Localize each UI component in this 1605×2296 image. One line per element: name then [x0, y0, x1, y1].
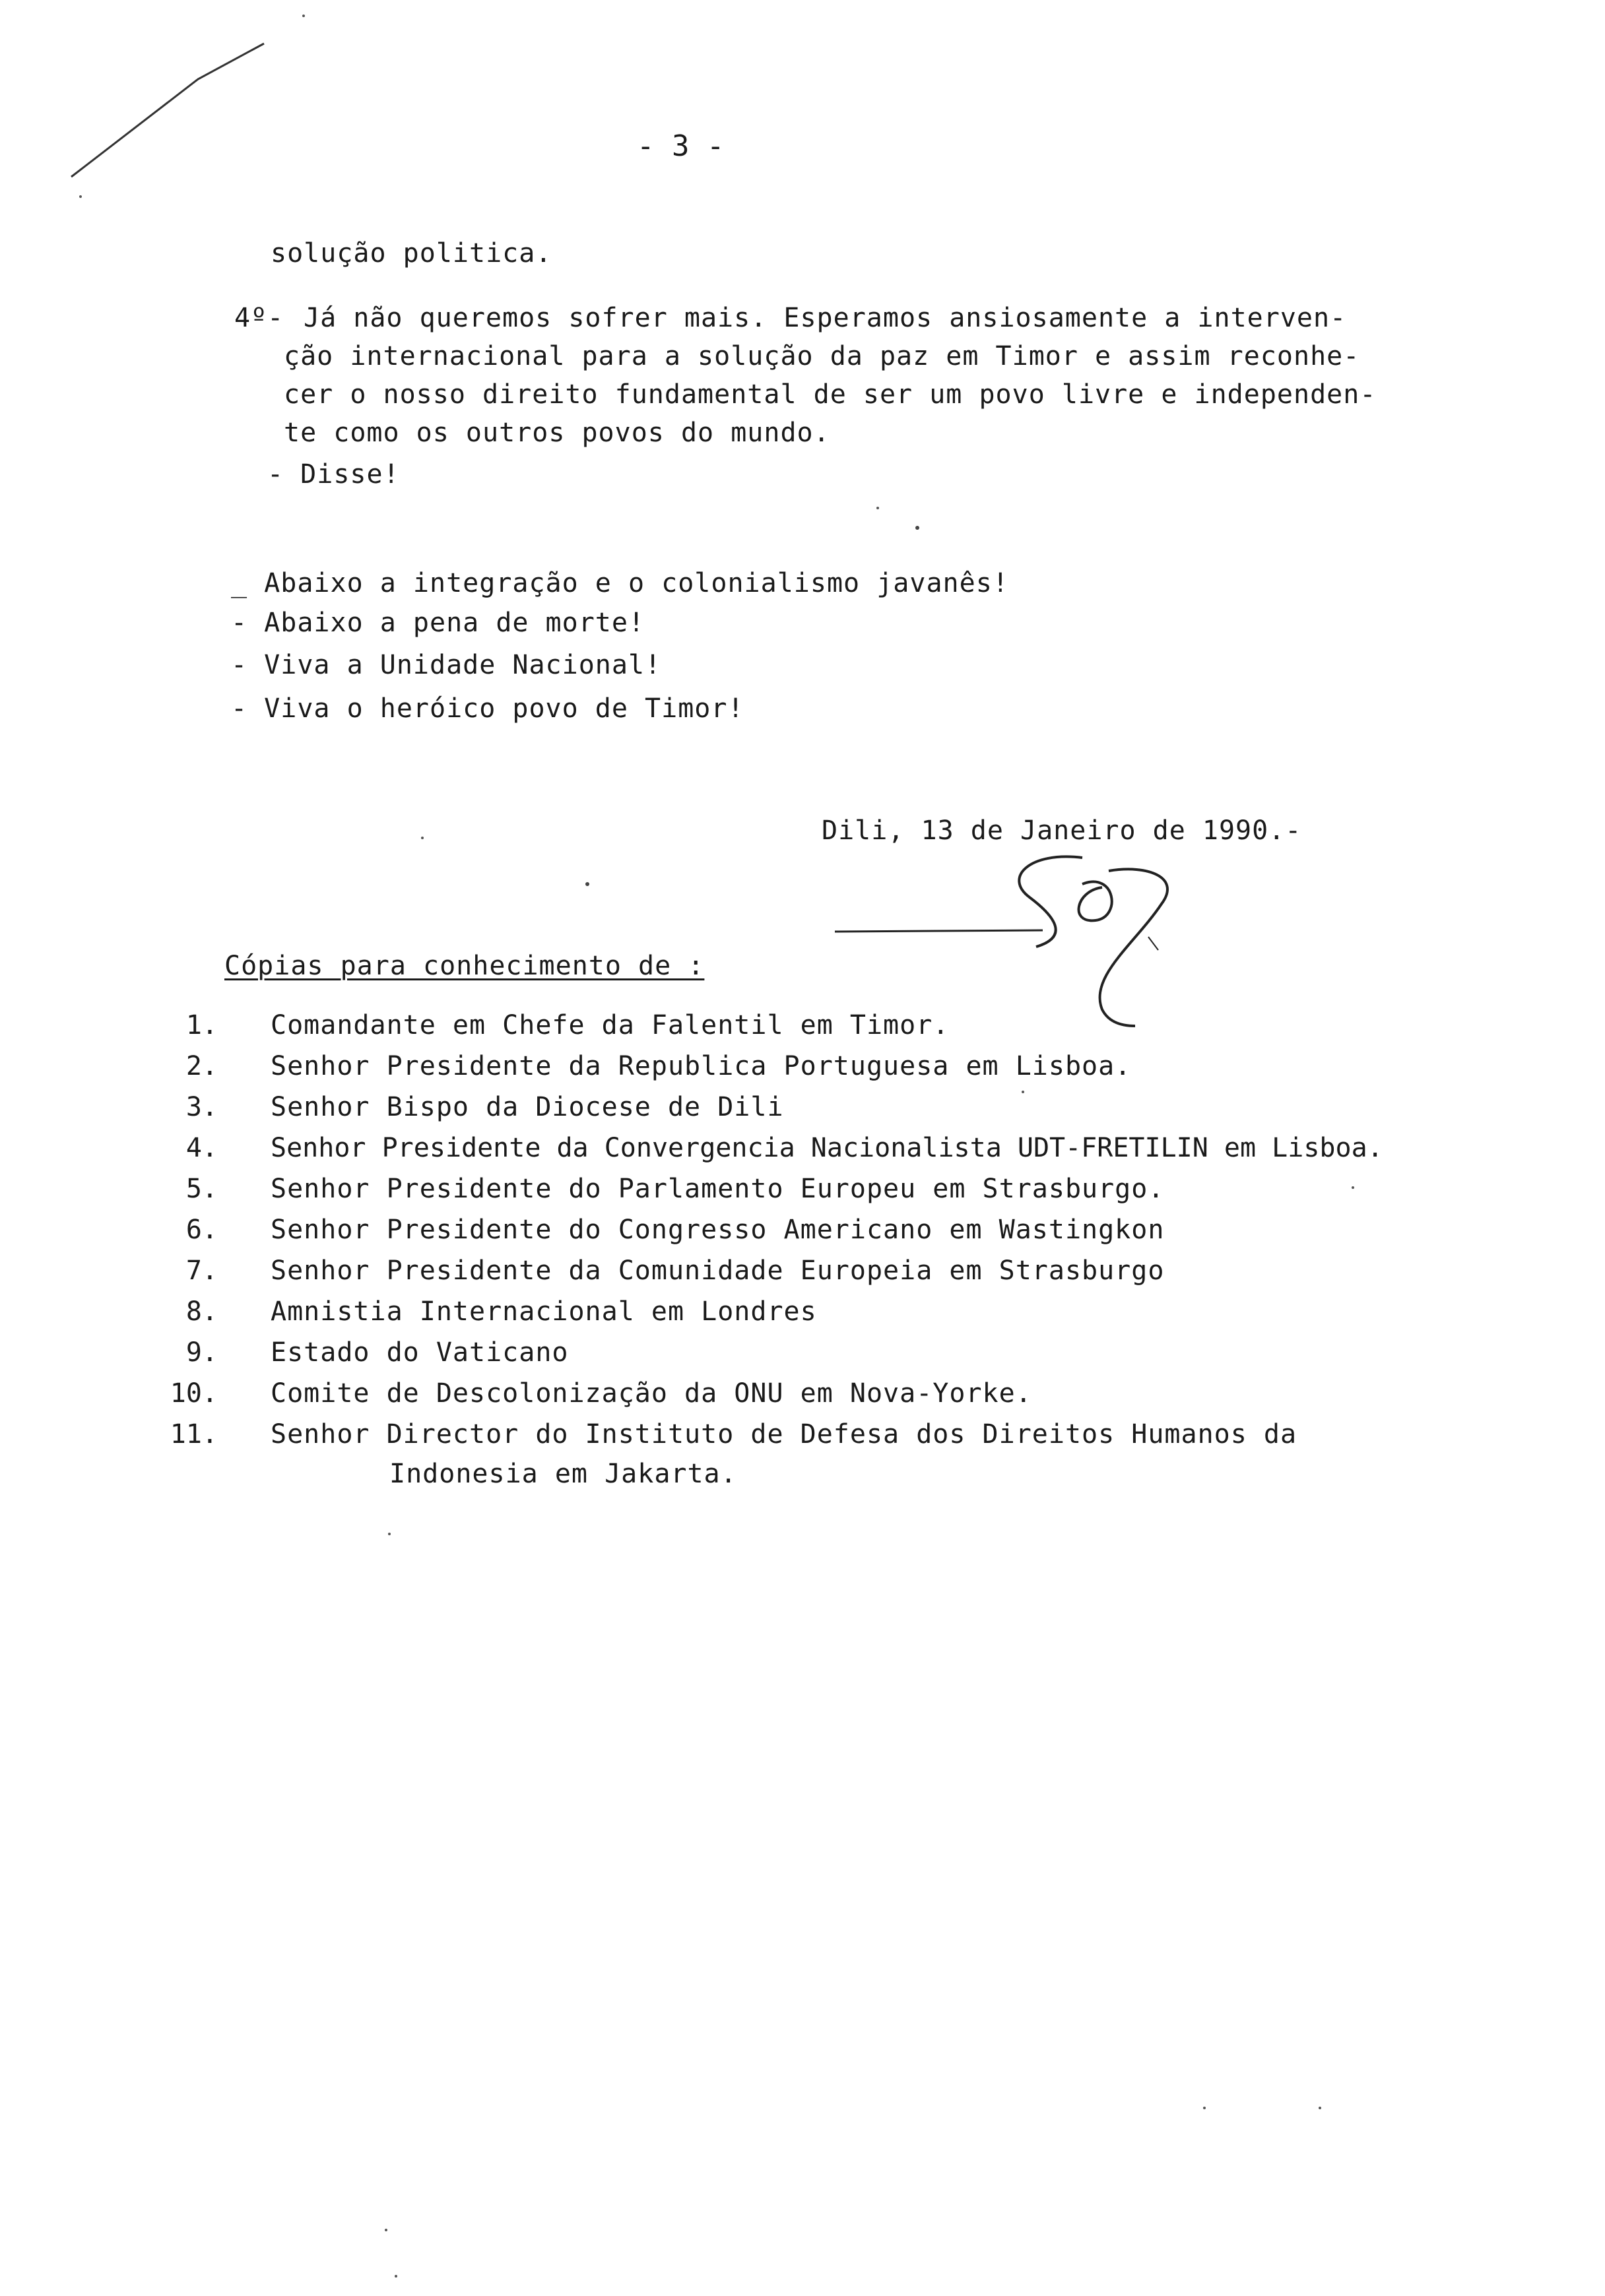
copy-item-text: Comite de Descolonização da ONU em Nova-Yorke.: [271, 1378, 1032, 1409]
point-4-line-3: cer o nosso direito fundamental de ser um povo livre e independen-: [284, 379, 1377, 410]
copy-item-number: 7.: [185, 1256, 218, 1286]
point-4-line-4: te como os outros povos do mundo.: [284, 418, 830, 448]
copy-item-text: Senhor Bispo da Diocese de Dili: [271, 1092, 784, 1122]
copy-item-number: 9.: [185, 1337, 218, 1368]
copy-item-number: 10.: [170, 1378, 218, 1409]
slogan-1: _ Abaixo a integração e o colonialismo javanês!: [231, 568, 1009, 598]
slogan-2: - Abaixo a pena de morte!: [231, 608, 645, 638]
copy-item-number: 6.: [185, 1215, 218, 1245]
copy-item-number: 8.: [185, 1296, 218, 1327]
copy-item-text: Senhor Presidente do Parlamento Europeu em Strasburgo.: [271, 1174, 1165, 1204]
copy-item-continuation: Indonesia em Jakarta.: [389, 1459, 737, 1489]
copy-item-number: 3.: [185, 1092, 218, 1122]
copy-item-text: Senhor Presidente da Republica Portuguesa em Lisboa.: [271, 1051, 1132, 1081]
copy-item-number: 1.: [185, 1010, 218, 1040]
point-4-line-1: Já não queremos sofrer mais. Esperamos ansiosamente a interven-: [304, 303, 1347, 333]
copy-item-number: 4.: [185, 1133, 218, 1163]
copy-item-text: Estado do Vaticano: [271, 1337, 569, 1368]
date-line: Dili, 13 de Janeiro de 1990.-: [822, 815, 1302, 846]
copy-item-text: Senhor Presidente do Congresso Americano em Wastingkon: [271, 1215, 1165, 1245]
slogan-3: - Viva a Unidade Nacional!: [231, 650, 662, 680]
copy-item-text: Senhor Presidente da Convergencia Nacionalista UDT-FRETILIN em Lisboa.: [271, 1133, 1383, 1163]
closing-disse: - Disse!: [267, 459, 400, 490]
slogan-4: - Viva o heróico povo de Timor!: [231, 693, 744, 724]
point-4-line-2: ção internacional para a solução da paz em Timor e assim reconhe-: [284, 341, 1360, 371]
copy-item-text: Senhor Presidente da Comunidade Europeia em Strasburgo: [271, 1256, 1165, 1286]
copy-item-text: Comandante em Chefe da Falentil em Timor.: [271, 1010, 950, 1040]
copy-item-number: 5.: [185, 1174, 218, 1204]
copy-item-text: Senhor Director do Instituto de Defesa dos Direitos Humanos da: [271, 1419, 1297, 1450]
copy-item-number: 11.: [170, 1419, 218, 1450]
point-4-marker: 4º-: [234, 303, 284, 333]
page-number: - 3 -: [637, 129, 725, 163]
copies-heading: Cópias para conhecimento de :: [224, 951, 705, 981]
continuation-line: solução politica.: [271, 238, 552, 269]
copy-item-number: 2.: [185, 1051, 218, 1081]
copy-item-text: Amnistia Internacional em Londres: [271, 1296, 817, 1327]
